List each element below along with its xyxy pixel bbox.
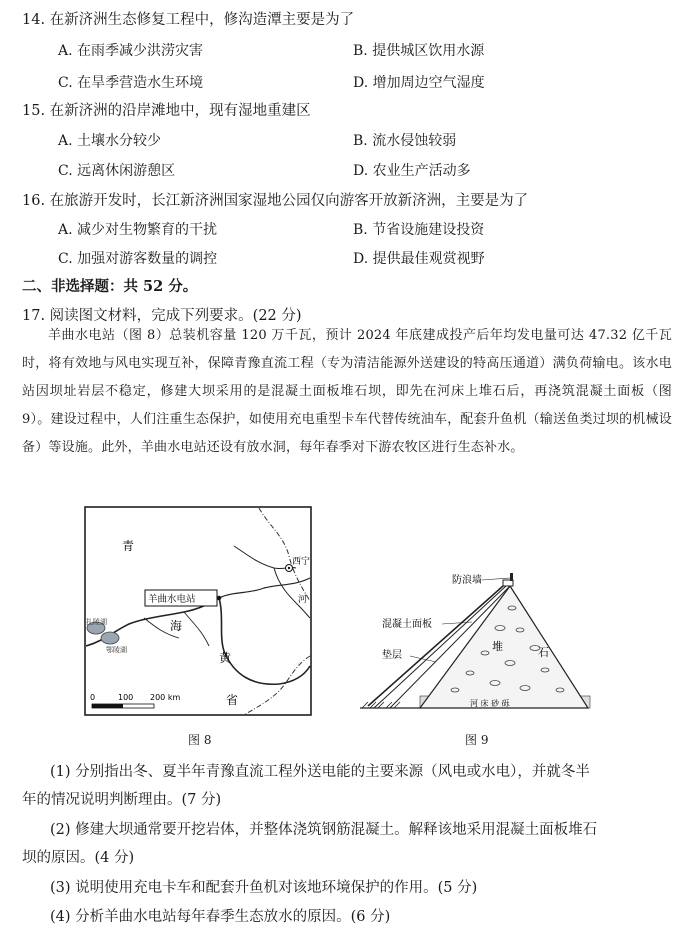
scale-200: 200 km	[150, 693, 181, 702]
label-qing: 青	[122, 539, 135, 553]
q15-option-d[interactable]: D. 农业生产活动多	[353, 163, 471, 179]
q14-option-c[interactable]: C. 在旱季营造水生环境	[58, 75, 204, 91]
q17-sub2-line1: (2) 修建大坝通常要开挖岩体，并整体浇筑钢筋混凝土。解释该地采用混凝土面板堆石	[50, 822, 598, 838]
q15-option-a[interactable]: A. 土壤水分较少	[58, 133, 162, 149]
scale-100: 100	[118, 693, 134, 702]
figure-8-map	[84, 506, 312, 716]
label-huang-river: 河	[298, 595, 308, 605]
label-huang: 黄	[219, 651, 232, 665]
q16-option-c[interactable]: C. 加强对游客数量的调控	[58, 251, 218, 267]
label-lake1: 扎陵湖	[86, 618, 107, 626]
q16-option-a[interactable]: A. 减少对生物繁育的干扰	[58, 222, 218, 238]
label-wave-wall: 防浪墙	[452, 575, 482, 586]
q15-stem: 15. 在新济洲的沿岸滩地中，现有湿地重建区	[22, 103, 311, 119]
q15-option-b[interactable]: B. 流水侵蚀较弱	[353, 133, 457, 149]
q14-option-b[interactable]: B. 提供城区饮用水源	[353, 43, 485, 59]
q17-sub1-line1: (1) 分别指出冬、夏半年青豫直流工程外送电能的主要来源（风电或水电），并就冬半	[50, 764, 590, 780]
figure-9-dam-section	[360, 568, 600, 718]
q15-option-c[interactable]: C. 远离休闲游憩区	[58, 163, 176, 179]
q14-stem: 14. 在新济洲生态修复工程中，修沟造潭主要是为了	[22, 12, 355, 28]
q17-sub3: (3) 说明使用充电卡车和配套升鱼机对该地环境保护的作用。(5 分)	[50, 880, 478, 896]
section-heading: 二、非选择题：共 52 分。	[22, 278, 198, 295]
label-concrete-slab: 混凝土面板	[382, 619, 432, 630]
q17-sub1-line2: 年的情况说明判断理由。(7 分)	[22, 792, 222, 808]
label-station: 羊曲水电站	[148, 594, 196, 605]
label-cushion: 垫层	[382, 650, 402, 661]
q14-option-d[interactable]: D. 增加周边空气湿度	[353, 75, 485, 91]
q16-option-d[interactable]: D. 提供最佳观赏视野	[353, 251, 485, 267]
label-gravel: 河 床 砂 砾	[470, 699, 510, 708]
figure-9-caption: 图 9	[465, 733, 489, 747]
q17-sub2-line2: 坝的原因。(4 分)	[22, 850, 135, 866]
label-dui: 堆	[492, 640, 503, 653]
label-hai: 海	[170, 619, 183, 633]
scale-0: 0	[90, 693, 96, 702]
q17-sub4: (4) 分析羊曲水电站每年春季生态放水的原因。(6 分)	[50, 909, 391, 925]
q14-option-a[interactable]: A. 在雨季减少洪涝灾害	[58, 43, 204, 59]
q16-option-b[interactable]: B. 节省设施建设投资	[353, 222, 485, 238]
q17-material: 羊曲水电站（图 8）总装机容量 120 万千瓦，预计 2024 年底建成投产后年均发电量可达 47.32 亿千瓦时，将有效地与风电实现互补，保障青豫直流工程（专为清洁能源外送建设的特高压通道）满负荷输电。该水电站因坝址岩层不稳定，修建大坝采用的是混凝土面板堆石坝，即先在河床上堆石后，再浇筑混凝土面板（图 9）。建设过程中，人们注重生态保护，如使用充电重型卡车代替传统油车，配套升鱼机（输送鱼类过坝的机械设备）等设施。此外，羊曲水电站还设有放水洞，每年春季对下游农牧区进行生态补水。	[22, 328, 672, 455]
label-sheng: 省	[226, 693, 239, 707]
figure-8-caption: 图 8	[188, 733, 212, 747]
label-xining: 西宁	[292, 557, 311, 567]
label-lake2: 鄂陵湖	[106, 646, 127, 654]
q17-stem: 17. 阅读图文材料，完成下列要求。(22 分)	[22, 308, 302, 324]
q16-stem: 16. 在旅游开发时，长江新济洲国家湿地公园仅向游客开放新济洲，主要是为了	[22, 193, 529, 209]
label-shi: 石	[538, 646, 549, 659]
